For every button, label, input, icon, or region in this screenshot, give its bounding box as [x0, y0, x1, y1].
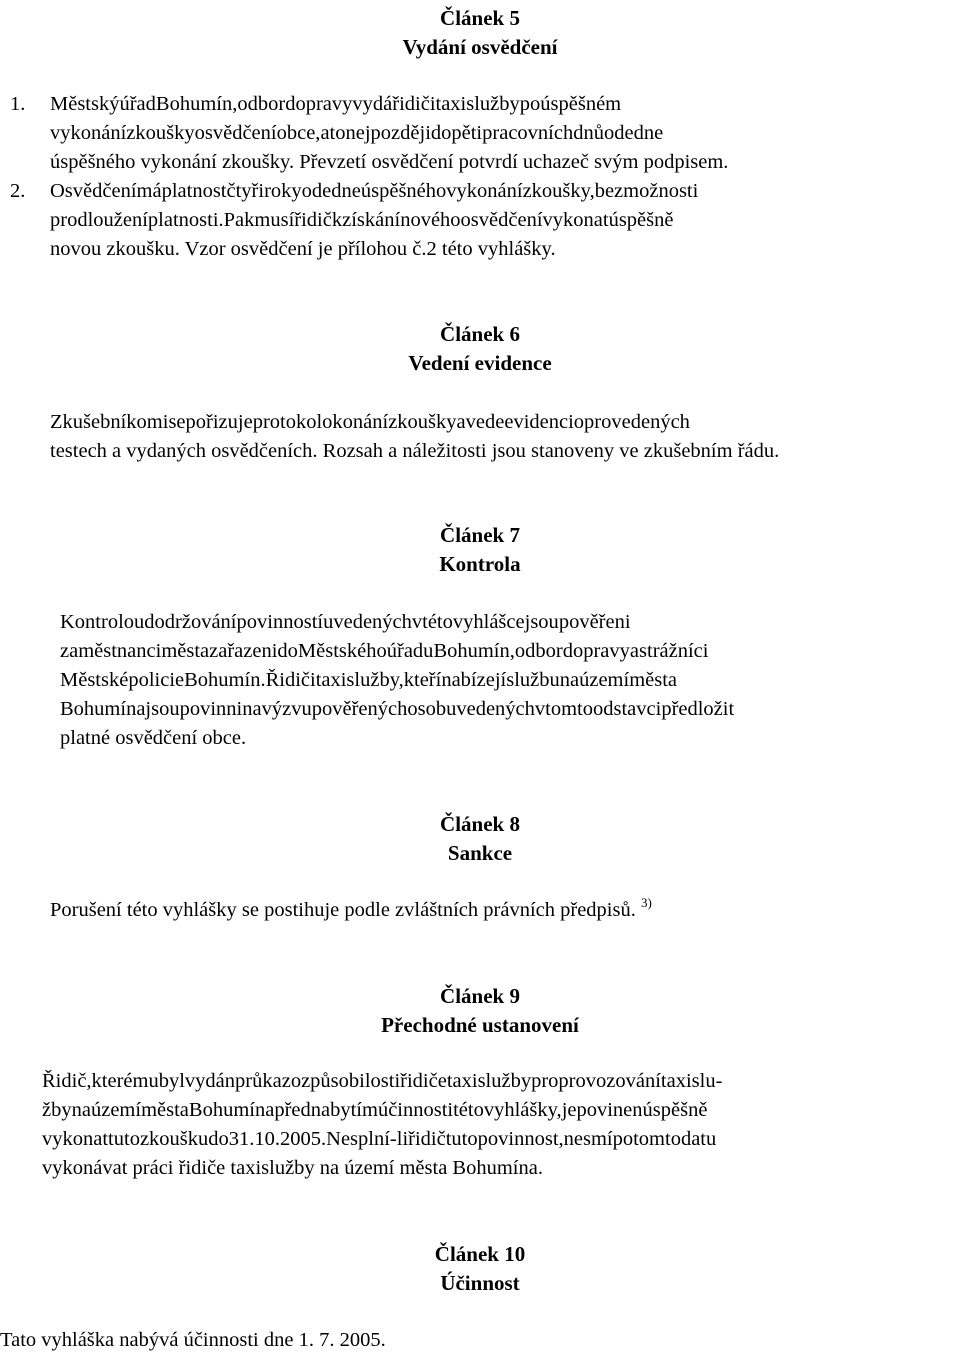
text-line: [50, 90, 955, 119]
word: vydá: [352, 93, 393, 115]
word: tomto: [545, 698, 593, 720]
article-7-heading: [0, 521, 960, 579]
word: Kontrolou: [60, 611, 145, 633]
word: způsobilosti: [301, 1070, 401, 1092]
word: nového: [400, 209, 461, 231]
word: Městské: [60, 669, 129, 691]
word: města: [629, 669, 678, 691]
word: zařazeni: [209, 640, 278, 662]
word: před: [274, 1099, 311, 1121]
word: do: [430, 122, 452, 144]
word: vyhlášce: [452, 611, 525, 633]
word: taxislu-: [660, 1070, 723, 1092]
text-line: [42, 1067, 955, 1096]
text-line: [60, 637, 957, 666]
word: Pak: [223, 209, 255, 231]
article-number: Článek 7: [440, 523, 520, 547]
word: k: [331, 209, 343, 231]
word: osvědčení: [194, 122, 277, 144]
article-number: Článek 8: [440, 812, 520, 836]
word: Bohumín.: [184, 669, 266, 691]
word: osvědčení: [460, 209, 543, 231]
text-line: [60, 695, 957, 724]
article-6-text: [50, 408, 955, 466]
word: konání: [332, 411, 389, 433]
word: o: [322, 411, 333, 433]
text-line: testech a vydaných osvědčeních. Rozsah a náležitosti jsou stanoveny ve zkušebním řádu.: [50, 440, 780, 462]
word: na: [71, 1099, 91, 1121]
word: předložit: [661, 698, 735, 720]
word: dne: [633, 122, 664, 144]
text-line: [50, 408, 955, 437]
article-10-text: [0, 1326, 900, 1355]
footnote-marker: 3): [640, 895, 652, 910]
word: pro: [531, 1070, 559, 1092]
word: jsou: [145, 698, 180, 720]
word: byl: [158, 1070, 185, 1092]
word: Bohumín,: [155, 93, 238, 115]
word: úřad: [119, 93, 156, 115]
word: tuto: [108, 1128, 140, 1150]
word: provozování: [558, 1070, 661, 1092]
word: dopravy: [285, 93, 353, 115]
word: povinnost,: [477, 1128, 564, 1150]
word: této: [422, 611, 453, 633]
word: po: [519, 93, 541, 115]
word: protokol: [252, 411, 323, 433]
word: města: [161, 640, 210, 662]
word: taxislužby: [446, 1070, 532, 1092]
word: do: [208, 1128, 229, 1150]
article-title: Vedení evidence: [408, 351, 552, 375]
word: na: [559, 669, 580, 691]
word: vykonání: [446, 180, 523, 202]
article-7-text: [60, 608, 957, 753]
word: povinností: [236, 611, 324, 633]
word: nabytím: [310, 1099, 378, 1121]
word: úspěšném: [540, 93, 622, 115]
word: zkoušky: [388, 411, 457, 433]
word: řidiče: [400, 1070, 447, 1092]
word: odbor: [514, 640, 563, 662]
word: povinen: [576, 1099, 643, 1121]
word: vyhlášky,: [483, 1099, 562, 1121]
word: pověřeni: [558, 611, 631, 633]
article-number: Článek 9: [440, 984, 520, 1008]
word: policie: [128, 669, 185, 691]
article-10-heading: [0, 1240, 960, 1298]
article-title: Účinnost: [440, 1271, 520, 1295]
word: v: [411, 611, 423, 633]
word: službu: [506, 669, 560, 691]
word: úspěšného: [360, 180, 447, 202]
word: datu: [680, 1128, 717, 1150]
word: úspěšně: [642, 1099, 708, 1121]
word: řidič: [408, 1128, 446, 1150]
text-line: [60, 608, 957, 637]
word: Bohumín,: [433, 640, 515, 662]
word: obce,: [276, 122, 321, 144]
word: bez: [594, 180, 624, 202]
word: má: [136, 180, 162, 202]
word: Městský: [50, 93, 120, 115]
article-8-heading: [0, 810, 960, 868]
word: uvedených: [446, 698, 535, 720]
word: vykonat: [42, 1128, 109, 1150]
text-line: [60, 666, 957, 695]
word: města: [141, 1099, 189, 1121]
text-line: platné osvědčení obce.: [60, 727, 247, 749]
word: na: [242, 698, 262, 720]
word: řidiči: [392, 93, 436, 115]
word: nesmí: [563, 1128, 613, 1150]
word: Řidič,: [42, 1070, 92, 1092]
word: dne: [331, 180, 361, 202]
word: Městského: [297, 640, 387, 662]
word: 31.10.2005.: [228, 1128, 327, 1150]
word: to: [329, 122, 346, 144]
text-line: [50, 119, 955, 148]
word: získání: [342, 209, 401, 231]
text-line: novou zkoušku. Vzor osvědčení je přílohou č.2 této vyhlášky.: [50, 238, 556, 260]
word: čtyři: [226, 180, 265, 202]
word: povinni: [179, 698, 243, 720]
article-number: Článek 6: [440, 322, 520, 346]
word: je: [561, 1099, 577, 1121]
word: provedených: [584, 411, 690, 433]
word: ode: [301, 180, 332, 202]
word: Bohumína: [60, 698, 146, 720]
word: zkoušku: [139, 1128, 209, 1150]
word: kteří: [403, 669, 442, 691]
word: uvedených: [323, 611, 412, 633]
word: zaměstnanci: [60, 640, 162, 662]
word: prodloužení: [50, 209, 148, 231]
word: žby: [42, 1099, 72, 1121]
text-line: Tato vyhláška nabývá účinnosti dne 1. 7. 2005.: [0, 1329, 386, 1351]
word: Bohumína: [188, 1099, 275, 1121]
article-title: Sankce: [447, 841, 513, 865]
word: a: [320, 122, 330, 144]
word: osob: [407, 698, 447, 720]
word: zkoušky,: [522, 180, 595, 202]
article-9-text: [42, 1067, 955, 1183]
word: úřadu: [386, 640, 434, 662]
word: zkoušky: [126, 122, 195, 144]
word: území: [579, 669, 630, 691]
word: a: [629, 640, 640, 662]
word: úspěšně: [608, 209, 674, 231]
word: v: [534, 698, 546, 720]
word: nabízejí: [441, 669, 507, 691]
item-marker: 1.: [10, 93, 26, 115]
word: této: [453, 1099, 484, 1121]
word: taxislužby: [435, 93, 520, 115]
word: vykonat: [542, 209, 609, 231]
word: a: [456, 411, 466, 433]
word: řidič: [294, 209, 332, 231]
word: do: [277, 640, 298, 662]
article-number: Článek 10: [434, 1242, 526, 1266]
word: po: [612, 1128, 634, 1150]
word: dopravy: [562, 640, 630, 662]
word: platnost: [161, 180, 227, 202]
word: pěti: [451, 122, 483, 144]
text-line: [42, 1125, 955, 1154]
text-line: Porušení této vyhlášky se postihuje podle zvláštních právních předpisů. $^{3)}$: [50, 895, 652, 921]
word: Osvědčení: [50, 180, 137, 202]
word: Řidiči: [265, 669, 316, 691]
item-marker: 2.: [10, 180, 26, 202]
text-line: úspěšného vykonání zkoušky. Převzetí osvědčení potvrdí uchazeč svým podpisem.: [50, 151, 729, 173]
word: území: [90, 1099, 142, 1121]
word: komise: [126, 411, 186, 433]
word: vydán: [184, 1070, 236, 1092]
word: taxislužby,: [315, 669, 404, 691]
article-5-item-1: [10, 90, 955, 177]
word: evidenci: [504, 411, 574, 433]
word: kterému: [91, 1070, 159, 1092]
word: Nesplní-li: [326, 1128, 409, 1150]
word: průkaz: [235, 1070, 291, 1092]
article-9-heading: [0, 982, 960, 1040]
word: možnosti: [623, 180, 699, 202]
article-5-heading: [0, 4, 960, 62]
word: pořizuje: [185, 411, 253, 433]
word: dodržování: [144, 611, 237, 633]
article-title: Vydání osvědčení: [402, 35, 558, 59]
word: Zkušební: [50, 411, 127, 433]
word: výzvu: [261, 698, 312, 720]
word: tomto: [633, 1128, 681, 1150]
article-title: Přechodné ustanovení: [381, 1013, 579, 1037]
article-5-item-2: [10, 177, 955, 264]
word: roky: [264, 180, 302, 202]
word: odstavci: [592, 698, 662, 720]
word: tuto: [445, 1128, 478, 1150]
word: vede: [465, 411, 505, 433]
text-line: [42, 1096, 955, 1125]
article-6-heading: [0, 320, 960, 378]
text-line: vykonávat práci řidiče taxislužby na území města Bohumína.: [42, 1157, 543, 1179]
text-line: [50, 177, 955, 206]
word: o: [573, 411, 585, 433]
word: účinnosti: [377, 1099, 454, 1121]
word: ode: [603, 122, 634, 144]
article-8-text: [50, 896, 950, 925]
word: dnů: [573, 122, 604, 144]
word: jsou: [524, 611, 559, 633]
word: pověřených: [311, 698, 408, 720]
word: vykonání: [50, 122, 127, 144]
word: pracovních: [482, 122, 574, 144]
text-line: [50, 206, 955, 235]
word: strážníci: [639, 640, 709, 662]
word: platnosti.: [147, 209, 224, 231]
article-title: Kontrola: [439, 552, 521, 576]
article-number: Článek 5: [440, 6, 520, 30]
word: o: [290, 1070, 302, 1092]
word: musí: [254, 209, 295, 231]
word: odbor: [237, 93, 286, 115]
word: nejpozději: [345, 122, 431, 144]
